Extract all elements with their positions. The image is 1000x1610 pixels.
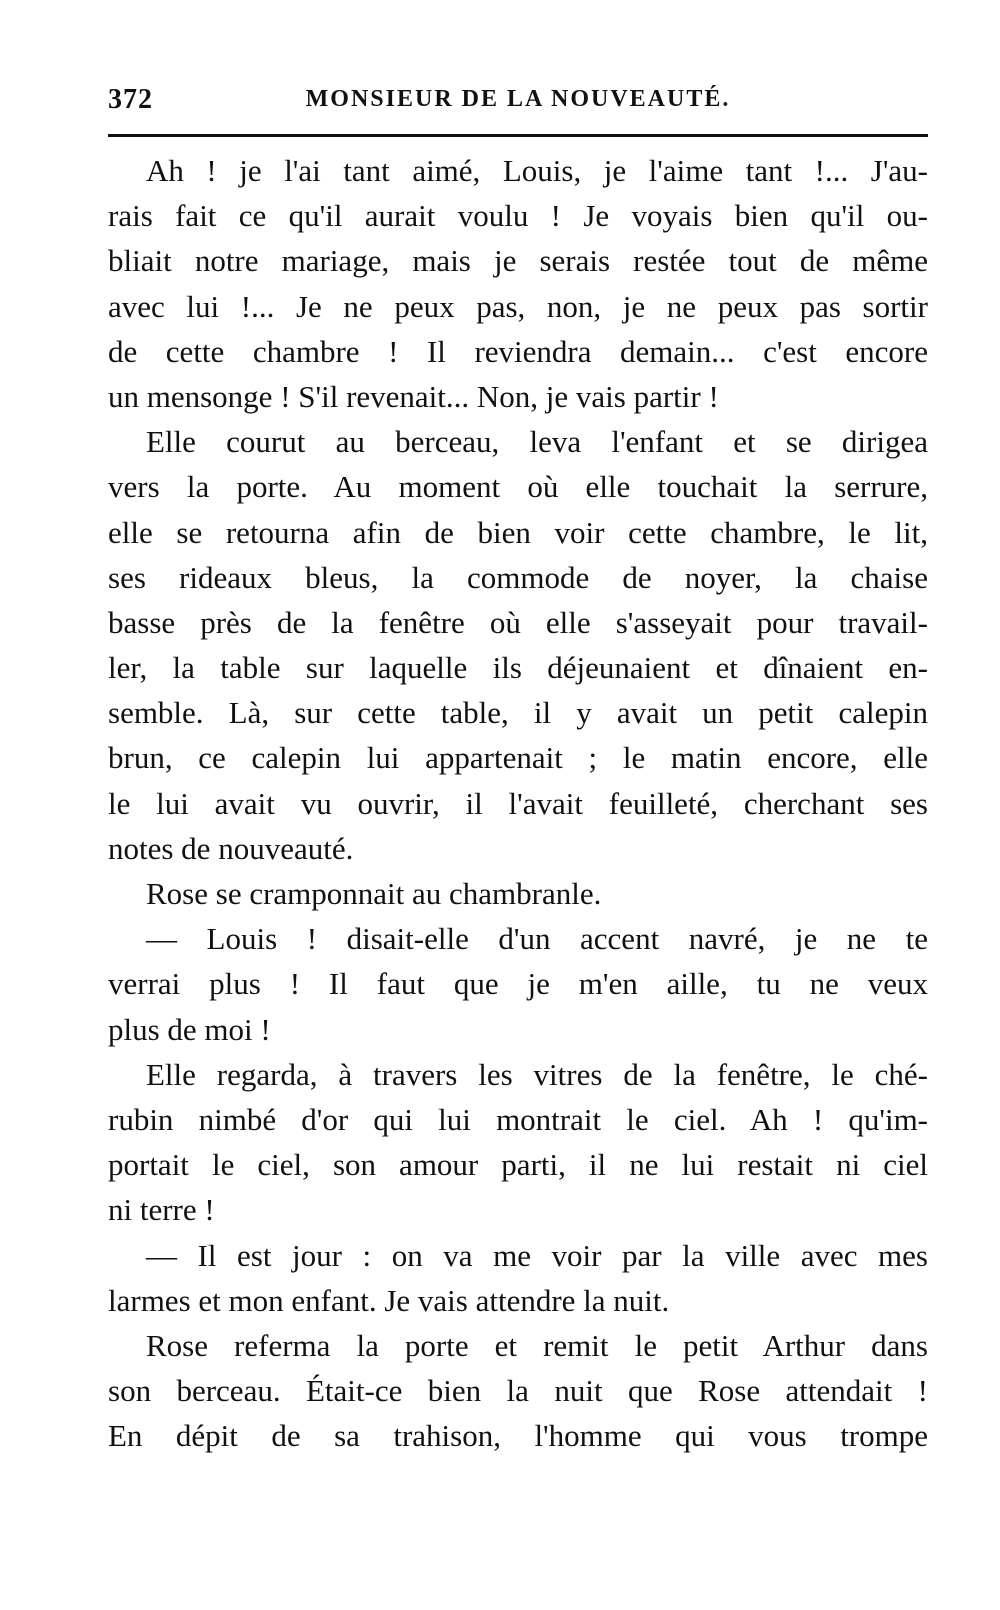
- text-line: un mensonge ! S'il revenait... Non, je vais partir !: [108, 378, 719, 414]
- text-line: ses rideaux bleus, la commode de noyer, la chaise: [108, 559, 928, 595]
- text-line: avec lui !... Je ne peux pas, non, je ne peux pas sortir: [108, 288, 928, 324]
- page-header: [108, 84, 928, 124]
- header-rule: [108, 134, 928, 137]
- text-line: de cette chambre ! Il reviendra demain... c'est encore: [108, 333, 928, 369]
- text-line: brun, ce calepin lui appartenait ; le matin encore, elle: [108, 740, 928, 776]
- running-title: MONSIEUR DE LA NOUVEAUTÉ.: [305, 86, 731, 112]
- text-line: ler, la table sur laquelle ils déjeunaient et dînaient en-: [108, 650, 928, 686]
- text-line: notes de nouveauté.: [108, 830, 354, 866]
- text-line: Elle regarda, à travers les vitres de la fenêtre, le ché-: [146, 1056, 928, 1092]
- text-line: semble. Là, sur cette table, il y avait un petit calepin: [108, 695, 928, 731]
- text-line: plus de moi !: [108, 1011, 271, 1047]
- text-line: vers la porte. Au moment où elle touchait la serrure,: [108, 469, 928, 505]
- text-line: ni terre !: [108, 1192, 215, 1228]
- text-line: basse près de la fenêtre où elle s'asseyait pour travail-: [108, 604, 928, 640]
- text-line: bliait notre mariage, mais je serais restée tout de même: [108, 243, 928, 279]
- text-line: Rose referma la porte et remit le petit Arthur dans: [146, 1327, 928, 1363]
- text-line: En dépit de sa trahison, l'homme qui vous trompe: [108, 1418, 928, 1454]
- text-line: Ah ! je l'ai tant aimé, Louis, je l'aime tant !... J'au-: [146, 153, 928, 188]
- text-line: son berceau. Était-ce bien la nuit que Rose attendait !: [108, 1373, 928, 1409]
- text-line: — Il est jour : on va me voir par la ville avec mes: [146, 1237, 928, 1273]
- text-line: Elle courut au berceau, leva l'enfant et se dirigea: [146, 424, 928, 460]
- page-number: 372: [108, 84, 153, 115]
- text-line: larmes et mon enfant. Je vais attendre la nuit.: [108, 1282, 670, 1318]
- text-line: verrai plus ! Il faut que je m'en aille, tu ne veux: [108, 966, 928, 1002]
- text-line: rubin nimbé d'or qui lui montrait le ciel. Ah ! qu'im-: [108, 1101, 928, 1137]
- body-text: [108, 148, 928, 1458]
- text-line: — Louis ! disait-elle d'un accent navré, je ne te: [146, 921, 928, 957]
- text-line: rais fait ce qu'il aurait voulu ! Je voyais bien qu'il ou-: [108, 198, 928, 234]
- text-line: Rose se cramponnait au chambranle.: [146, 876, 602, 911]
- text-line: elle se retourna afin de bien voir cette chambre, le lit,: [108, 514, 928, 550]
- text-line: portait le ciel, son amour parti, il ne lui restait ni ciel: [108, 1147, 928, 1183]
- text-line: le lui avait vu ouvrir, il l'avait feuilleté, cherchant ses: [108, 785, 928, 821]
